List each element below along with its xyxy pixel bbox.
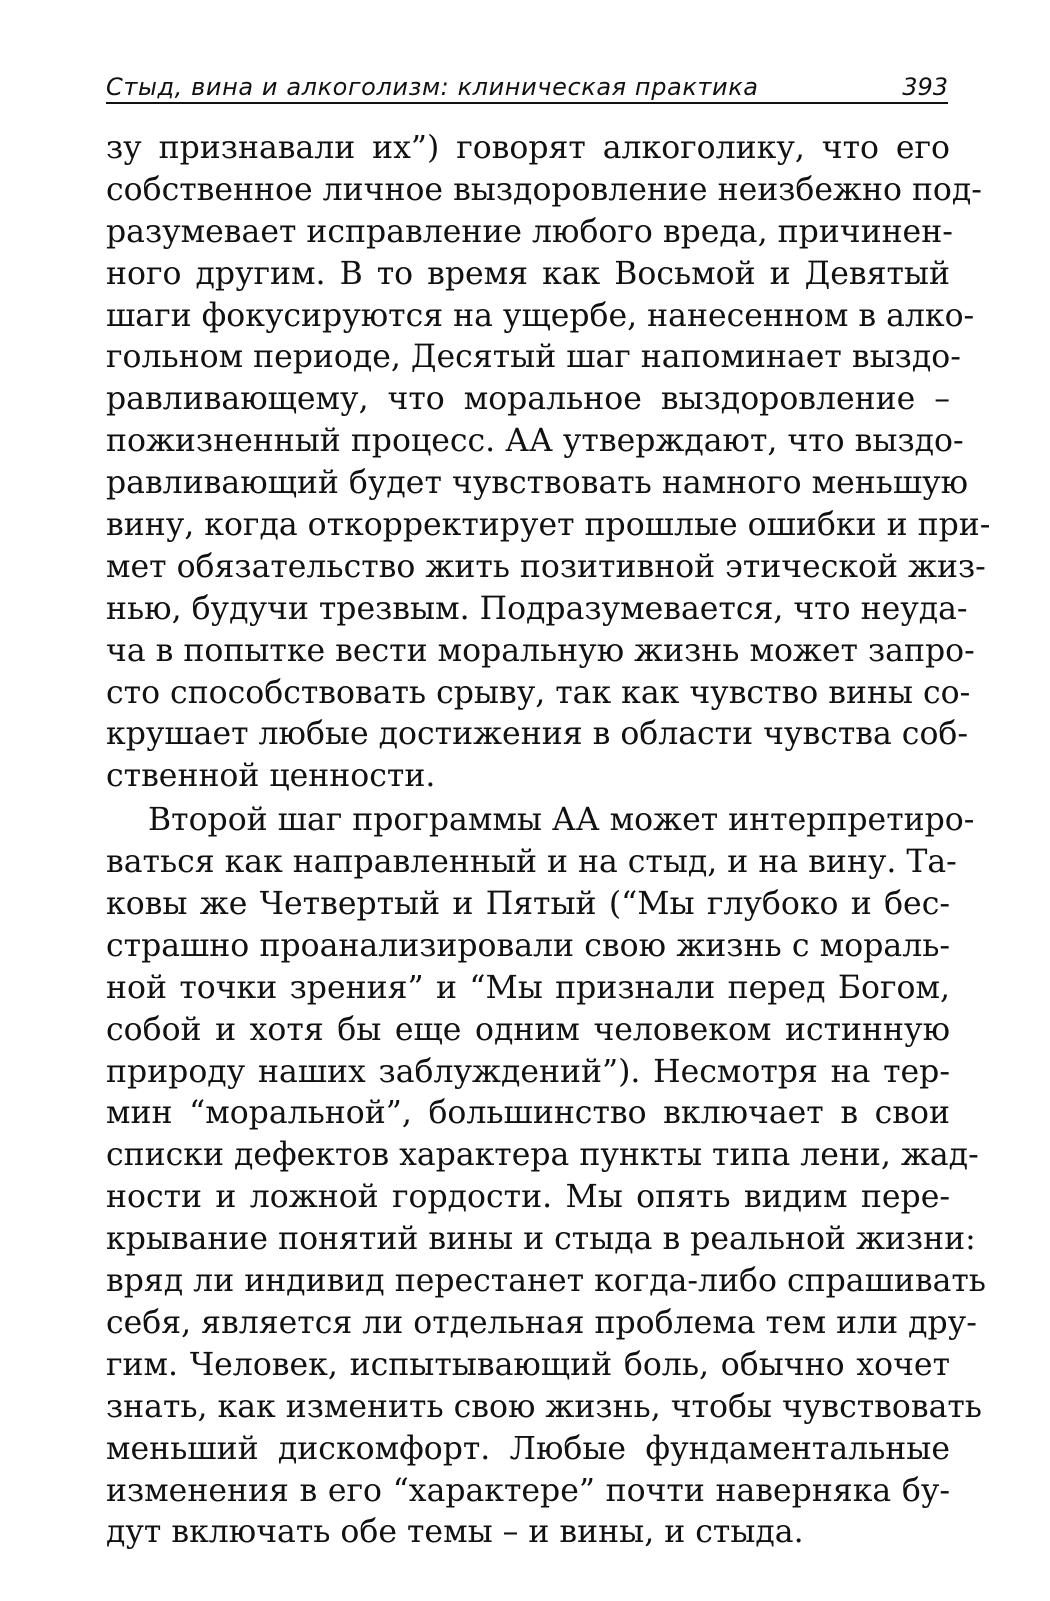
text-line: сто способствовать срыву, так как чувство вины со-	[106, 674, 971, 711]
page-number: 393	[902, 73, 948, 101]
text-line: гим. Человек, испытывающий боль, обычно хочет	[106, 1346, 950, 1383]
text-line: ности и ложной гордости. Мы опять видим пере-	[106, 1179, 950, 1216]
paragraph-1	[106, 128, 991, 798]
text-line: меньший дискомфорт. Любые фундаментальные	[106, 1430, 950, 1467]
text-line: равливающему, что моральное выздоровление –	[106, 381, 950, 418]
body-text	[106, 128, 991, 1554]
text-line: собственное личное выздоровление неизбежно под-	[106, 171, 982, 208]
text-line: ного другим. В то время как Восьмой и Девятый	[106, 255, 950, 292]
text-line: пожизненный процесс. АА утверждают, что выздо-	[106, 423, 964, 460]
paragraph-2	[106, 800, 986, 1554]
text-line: нью, будучи трезвым. Подразумевается, что неуда-	[106, 590, 968, 627]
text-line: природу наших заблуждений”). Несмотря на тер-	[106, 1053, 950, 1090]
text-line: дут включать обе темы – и вины, и стыда.	[106, 1514, 804, 1551]
text-line: изменения в его “характере” почти наверняка бу-	[106, 1472, 950, 1509]
text-line: страшно проанализировали свою жизнь с мораль-	[106, 927, 950, 964]
text-line: мин “моральной”, большинство включает в свои	[106, 1095, 950, 1132]
text-line: вину, когда откорректирует прошлые ошибки и при-	[106, 507, 991, 544]
text-line: ственной ценности.	[106, 758, 436, 795]
text-line: собой и хотя бы еще одним человеком истинную	[106, 1011, 950, 1048]
text-line: шаги фокусируются на ущербе, нанесенном в алко-	[106, 297, 975, 334]
text-line: мет обязательство жить позитивной этической жиз-	[106, 548, 986, 585]
text-line: себя, является ли отдельная проблема тем или дру-	[106, 1304, 977, 1341]
text-line: Второй шаг программы АА может интерпретиро-	[148, 802, 975, 839]
text-line: крушает любые достижения в области чувства соб-	[106, 716, 969, 753]
running-header	[106, 72, 948, 104]
text-line: вряд ли индивид перестанет когда-либо спрашивать	[106, 1263, 986, 1300]
running-title: Стыд, вина и алкоголизм: клиническая практика	[106, 73, 759, 101]
text-line: зу признавали их”) говорят алкоголику, что его	[106, 130, 950, 166]
text-line: ча в попытке вести моральную жизнь может запро-	[106, 632, 975, 669]
text-line: ковы же Четвертый и Пятый (“Мы глубоко и бес-	[106, 886, 950, 923]
text-line: крывание понятий вины и стыда в реальной жизни:	[106, 1221, 976, 1258]
text-line: гольном периоде, Десятый шаг напоминает выздо-	[106, 339, 961, 376]
text-line: ваться как направленный и на стыд, и на вину. Та-	[106, 844, 957, 881]
text-line: равливающий будет чувствовать намного меньшую	[106, 465, 969, 502]
text-line: ной точки зрения” и “Мы признали перед Богом,	[106, 969, 950, 1006]
text-line: списки дефектов характера пункты типа лени, жад-	[106, 1137, 979, 1174]
text-line: знать, как изменить свою жизнь, чтобы чувствовать	[106, 1388, 982, 1425]
text-line: разумевает исправление любого вреда, причинен-	[106, 213, 953, 250]
